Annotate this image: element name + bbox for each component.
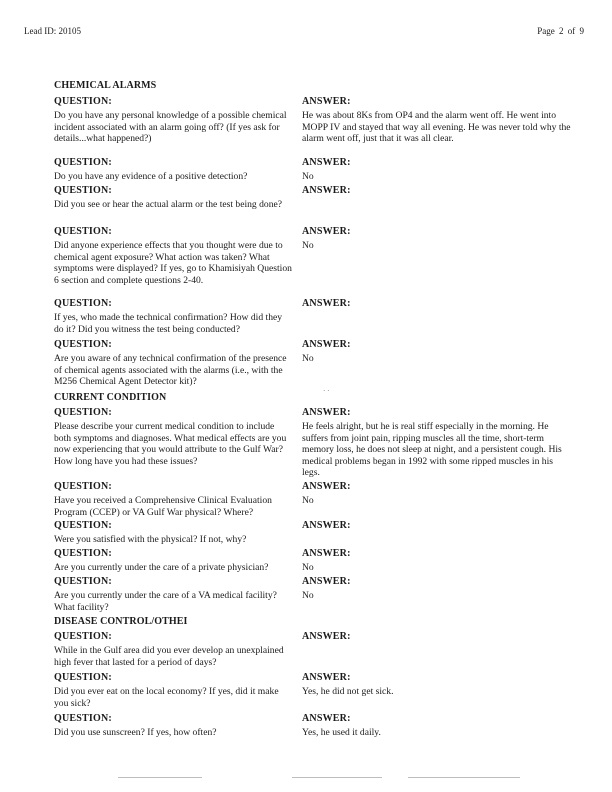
footer-rule [118, 777, 202, 778]
answer-block [302, 481, 572, 507]
question-label: QUESTION: [54, 631, 112, 642]
answer-label: ANSWER: [302, 96, 351, 107]
answer-label: ANSWER: [302, 407, 351, 418]
answer-text: No [302, 240, 314, 251]
answer-text: No [302, 171, 314, 182]
answer-block [302, 157, 572, 183]
question-text: Were you satisfied with the physical? If not, why? [54, 534, 247, 545]
answer-text: No [302, 353, 314, 364]
answer-label: ANSWER: [302, 185, 351, 196]
answer-block [302, 96, 572, 145]
question-text: Did you see or hear the actual alarm or the test being done? [54, 199, 283, 210]
lead-id: Lead ID: 20105 [24, 26, 81, 36]
question-text: Did you ever eat on the local economy? If yes, did it make you sick? [54, 686, 279, 709]
question-label: QUESTION: [54, 226, 112, 237]
question-text: Have you received a Comprehensive Clinical Evaluation Program (CCEP) or VA Gulf War physical? Where? [54, 495, 272, 518]
answer-block [302, 713, 572, 739]
answer-block [302, 339, 572, 365]
section-title-current-condition: CURRENT CONDITION [54, 392, 167, 403]
answer-block [302, 631, 572, 645]
answer-label: ANSWER: [302, 157, 351, 168]
question-block [54, 96, 292, 145]
question-label: QUESTION: [54, 713, 112, 724]
answer-text: He was about 8Ks from OP4 and the alarm went off. He went into MOPP IV and stayed that way all evening. He was never told why the alarm went off, just that it was all clear. [302, 110, 571, 145]
answer-block [302, 407, 572, 479]
question-block [54, 407, 292, 467]
question-label: QUESTION: [54, 339, 112, 350]
question-text: Please describe your current medical condition to include both symptoms and diagnoses. What medical effects are you now experiencing that you would attribute to the Gulf War? How long have you had these issues? [54, 421, 287, 467]
answer-block [302, 226, 572, 252]
question-block [54, 298, 292, 335]
question-label: QUESTION: [54, 298, 112, 309]
answer-label: ANSWER: [302, 548, 351, 559]
question-text: Did anyone experience effects that you thought were due to chemical agent exposure? What action was taken? What symptoms were displayed? If yes, go to Khamisiyah Question 6 section and complete questions 2-40. [54, 240, 292, 286]
answer-label: ANSWER: [302, 713, 351, 724]
answer-block [302, 185, 572, 199]
question-block [54, 185, 292, 211]
footer-rule [408, 777, 520, 778]
answer-label: ANSWER: [302, 226, 351, 237]
question-block [54, 157, 292, 183]
answer-text: He feels alright, but he is real stiff especially in the morning. He suffers from joint pain, ripping muscles all the time, short-term memory loss, he does not sleep at night, and a persistent cough. His medical problems began in 1992 with some ripped muscles in his legs. [302, 421, 562, 479]
question-label: QUESTION: [54, 548, 112, 559]
answer-label: ANSWER: [302, 631, 351, 642]
answer-label: ANSWER: [302, 339, 351, 350]
answer-block [302, 672, 572, 698]
question-block [54, 576, 292, 613]
question-text: Are you currently under the care of a VA medical facility? What facility? [54, 590, 277, 613]
answer-text: Yes, he used it daily. [302, 727, 381, 738]
scan-speck: · · [323, 387, 330, 395]
answer-block [302, 548, 572, 574]
question-label: QUESTION: [54, 576, 112, 587]
answer-text: Yes, he did not get sick. [302, 686, 394, 697]
question-label: QUESTION: [54, 672, 112, 683]
footer-rule [292, 777, 382, 778]
question-label: QUESTION: [54, 407, 112, 418]
question-block [54, 548, 292, 574]
question-text: Are you currently under the care of a private physician? [54, 562, 269, 573]
question-block [54, 226, 292, 286]
question-label: QUESTION: [54, 481, 112, 492]
answer-label: ANSWER: [302, 298, 351, 309]
question-block [54, 339, 292, 388]
answer-text: No [302, 495, 314, 506]
section-title-disease-control: DISEASE CONTROL/OTHEI [54, 616, 188, 627]
answer-label: ANSWER: [302, 520, 351, 531]
page-number: Page 2 of 9 [537, 26, 584, 36]
answer-block [302, 298, 572, 312]
answer-label: ANSWER: [302, 576, 351, 587]
question-label: QUESTION: [54, 157, 112, 168]
question-text: While in the Gulf area did you ever develop an unexplained high fever that lasted for a period of days? [54, 645, 284, 668]
question-block [54, 481, 292, 518]
question-text: Are you aware of any technical confirmation of the presence of chemical agents associated with the alarms (i.e., with the M256 Chemical Agent Detector kit)? [54, 353, 287, 388]
answer-block [302, 520, 572, 534]
question-label: QUESTION: [54, 185, 112, 196]
answer-label: ANSWER: [302, 672, 351, 683]
answer-text: No [302, 590, 314, 601]
question-label: QUESTION: [54, 520, 112, 531]
answer-text: No [302, 562, 314, 573]
question-text: Do you have any personal knowledge of a possible chemical incident associated with an alarm going off? (If yes ask for details...what happened?) [54, 110, 287, 145]
question-block [54, 631, 292, 668]
question-block [54, 713, 292, 739]
question-block [54, 672, 292, 709]
answer-label: ANSWER: [302, 481, 351, 492]
question-block [54, 520, 292, 546]
answer-block [302, 576, 572, 602]
question-text: If yes, who made the technical confirmation? How did they do it? Did you witness the test being conducted? [54, 312, 283, 335]
question-label: QUESTION: [54, 96, 112, 107]
question-text: Did you use sunscreen? If yes, how often? [54, 727, 217, 738]
section-title-chemical-alarms: CHEMICAL ALARMS [54, 80, 157, 91]
question-text: Do you have any evidence of a positive detection? [54, 171, 248, 182]
